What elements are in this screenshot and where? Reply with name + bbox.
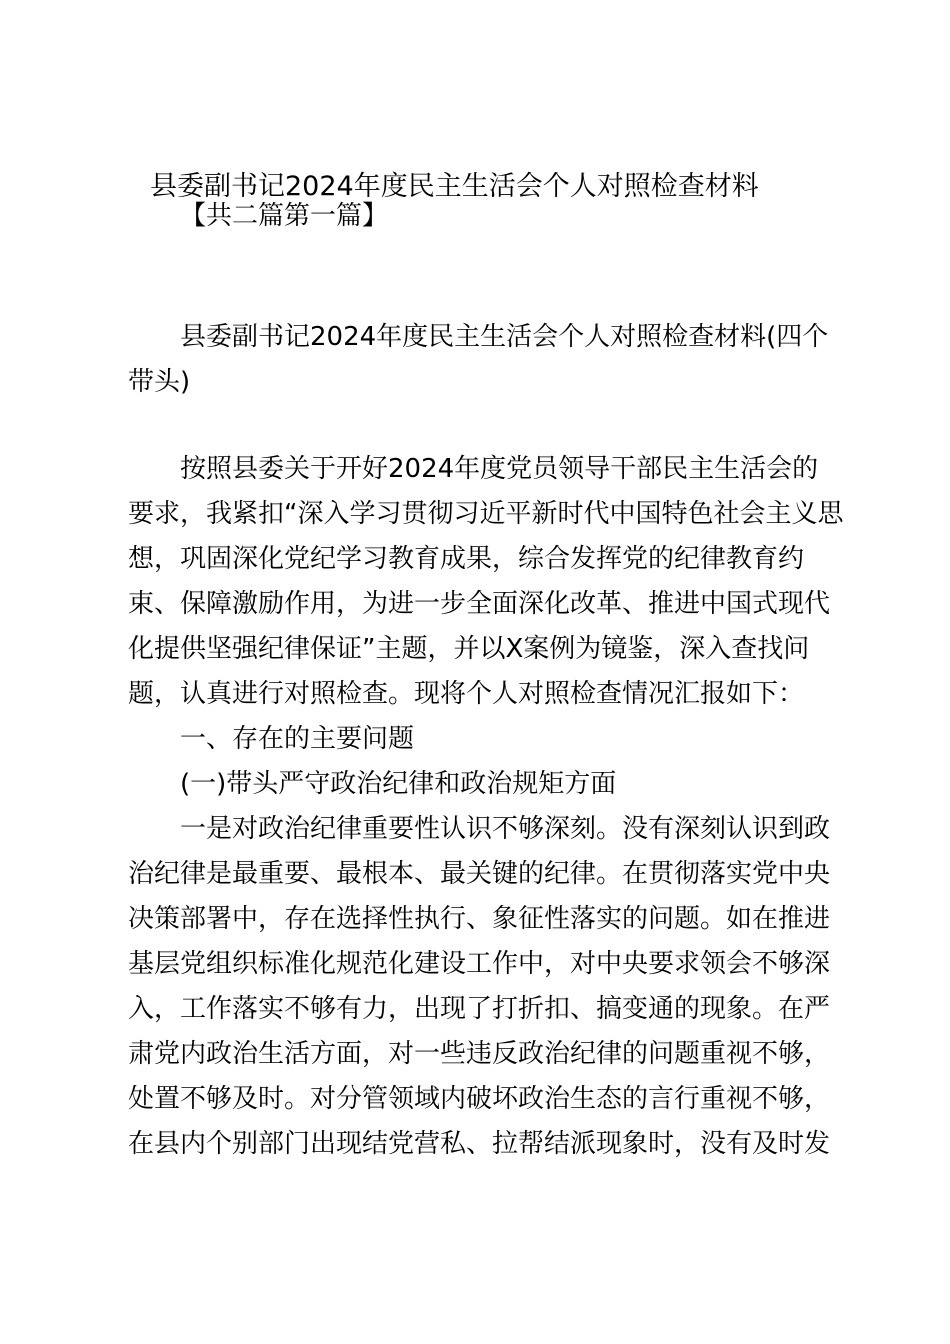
section-heading: 一、存在的主要问题: [180, 724, 415, 754]
body-line: 一是对政治纪律重要性认识不够深刻。没有深刻认识到政: [180, 814, 831, 844]
intro-line: 束、保障激励作用，为进一步全面深化改革、推进中国式现代: [128, 589, 831, 619]
intro-line: 化提供坚强纪律保证”主题，并以X案例为镜鉴，深入查找问: [128, 634, 810, 664]
intro-line: 题，认真进行对照检查。现将个人对照检查情况汇报如下：: [128, 679, 805, 709]
body-line: 在县内个别部门出现结党营私、拉帮结派现象时，没有及时发: [128, 1129, 831, 1159]
intro-line: 想，巩固深化党纪学习教育成果，综合发挥党的纪律教育约: [128, 544, 805, 574]
body-line: 入，工作落实不够有力，出现了打折扣、搞变通的现象。在严: [128, 994, 831, 1024]
body-line: 肃党内政治生活方面，对一些违反政治纪律的问题重视不够，: [128, 1039, 831, 1069]
body-line: 基层党组织标准化规范化建设工作中，对中央要求领会不够深: [128, 949, 831, 979]
subsection-heading: (一)带头严守政治纪律和政治规矩方面: [180, 769, 617, 799]
intro-line: 要求，我紧扣“深入学习贯彻习近平新时代中国特色社会主义思: [128, 499, 844, 529]
body-line: 处置不够及时。对分管领域内破坏政治生态的言行重视不够，: [128, 1084, 831, 1114]
body-line: 治纪律是最重要、最根本、最关键的纪律。在贯彻落实党中央: [128, 859, 831, 889]
document-title: 县委副书记2024年度民主生活会个人对照检查材料: [150, 171, 759, 202]
heading-line: 带头): [128, 367, 191, 397]
heading-line: 县委副书记2024年度民主生活会个人对照检查材料(四个: [180, 322, 829, 352]
body-line: 决策部署中，存在选择性执行、象征性落实的问题。如在推进: [128, 904, 831, 934]
document-subtitle: 【共二篇第一篇】: [180, 201, 389, 231]
intro-line: 按照县委关于开好2024年度党员领导干部民主生活会的: [180, 454, 819, 484]
